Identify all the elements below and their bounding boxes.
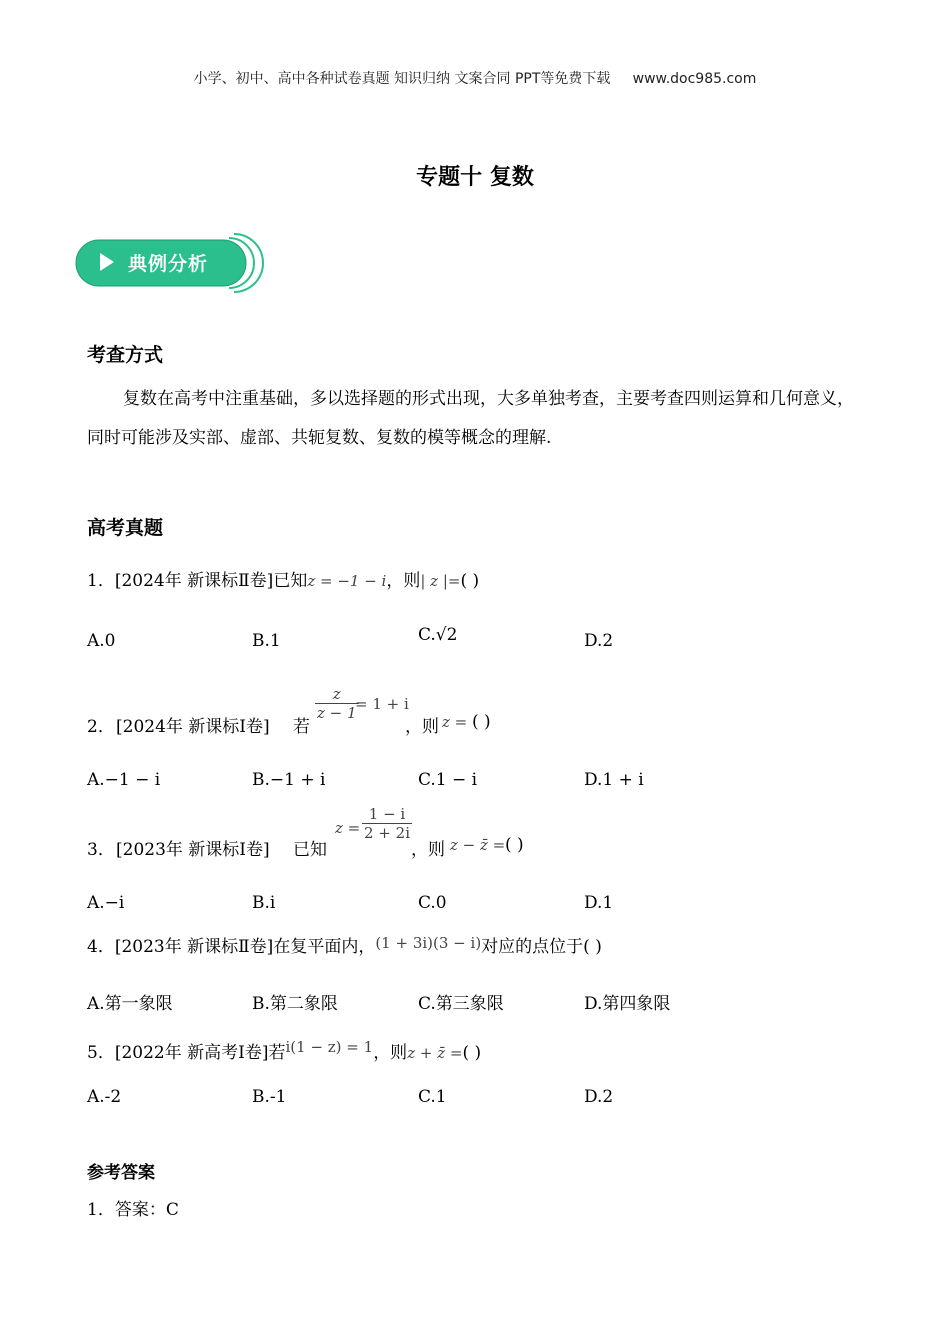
banner-label: 典例分析 xyxy=(128,253,209,275)
question-text: ，则 xyxy=(386,571,421,591)
math-expression: i(1 − z) = 1 xyxy=(285,1038,374,1056)
math-expression: = 1 + i xyxy=(355,695,409,713)
option-text: A.−1 − i xyxy=(87,770,161,790)
math-expression: z = −1 − i xyxy=(307,572,387,590)
question-text: 若 xyxy=(293,717,310,737)
option-c: C.第三象限 xyxy=(418,994,504,1014)
math-expression: (1 + 3i)(3 − i) xyxy=(375,934,482,952)
fraction-numerator: 1 − i xyxy=(368,805,406,823)
question-5 xyxy=(87,1038,481,1063)
option-d xyxy=(584,770,644,790)
math-expression: z = xyxy=(335,819,361,837)
option-a: A.−i xyxy=(87,893,125,913)
question-text: ，则 xyxy=(405,717,439,737)
math-expression: z = xyxy=(442,713,468,731)
option-b: B.i xyxy=(252,893,276,913)
question-number: 3． xyxy=(87,840,115,860)
option-a: A.0 xyxy=(87,631,116,651)
section-banner xyxy=(74,232,264,294)
question-1 xyxy=(87,566,479,591)
option-c: C.1 xyxy=(418,1087,447,1107)
section-paragraph: 复数在高考中注重基础，多以选择题的形式出现，大多单独考查，主要考查四则运算和几何意义，同时可能涉及实部、虚部、共轭复数、复数的模等概念的理解. xyxy=(87,389,854,448)
question-4 xyxy=(87,932,602,957)
answers-heading: 参考答案 xyxy=(87,1163,155,1183)
fraction-numerator: z xyxy=(332,685,341,703)
answer-blank: ( ) xyxy=(583,937,602,957)
fraction xyxy=(362,805,412,842)
question-text: 已知 xyxy=(273,571,308,591)
question-source: [2023年 新课标Ⅱ卷] xyxy=(114,937,274,957)
option-d: D.2 xyxy=(584,1087,614,1107)
option-a xyxy=(87,770,160,790)
option-text: B.−1 + i xyxy=(252,770,326,790)
math-expression: z + z̄ = xyxy=(407,1044,463,1062)
question-text: 在复平面内， xyxy=(273,937,376,957)
fraction-denominator: 2 + 2i xyxy=(364,824,410,842)
question-text: 对应的点位于 xyxy=(481,937,584,957)
section-heading-real-exams: 高考真题 xyxy=(87,517,164,539)
option-b: B.-1 xyxy=(252,1087,287,1107)
answer-blank: ( ) xyxy=(505,835,524,855)
section-heading-exam-style: 考查方式 xyxy=(87,344,164,366)
answer-blank: ( ) xyxy=(462,1043,482,1063)
answer-blank: ( ) xyxy=(472,712,491,732)
option-b: B.1 xyxy=(252,631,281,651)
option-b: B.第二象限 xyxy=(252,994,338,1014)
question-number: 2． xyxy=(87,717,115,737)
page-header: 小学、初中、高中各种试卷真题 知识归纳 文案合同 PPT等免费下载 www.doc985.com xyxy=(193,71,757,87)
math-expression: | z |= xyxy=(420,572,461,590)
option-c: C.0 xyxy=(418,893,447,913)
option-a: A.第一象限 xyxy=(87,994,173,1014)
question-text: 已知 xyxy=(293,840,327,860)
question-source: [2022年 新高考Ⅰ卷] xyxy=(114,1043,269,1063)
question-number: 5． xyxy=(87,1043,115,1063)
question-number: 1． xyxy=(87,571,115,591)
option-c xyxy=(418,770,477,790)
question-number: 4． xyxy=(87,937,115,957)
question-source: [2024年 新课标Ⅰ卷] xyxy=(116,717,270,737)
question-text: ，则 xyxy=(373,1043,408,1063)
option-d: D.第四象限 xyxy=(584,994,671,1014)
option-a: A.-2 xyxy=(87,1087,122,1107)
option-text: D.1 + i xyxy=(584,770,644,790)
option-c: C.√2 xyxy=(418,625,458,645)
question-source: [2023年 新课标Ⅰ卷] xyxy=(116,840,270,860)
answer-1: 1．答案：C xyxy=(87,1200,179,1220)
option-text: C.1 − i xyxy=(418,770,478,790)
option-d: D.1 xyxy=(584,893,614,913)
question-text: ，则 xyxy=(411,840,445,860)
option-d: D.2 xyxy=(584,631,614,651)
fraction xyxy=(315,685,359,722)
answer-blank: ( ) xyxy=(460,571,480,591)
math-expression: z − z̄ = xyxy=(450,836,506,854)
question-source: [2024年 新课标Ⅱ卷] xyxy=(114,571,274,591)
option-b xyxy=(252,770,325,790)
question-text: 若 xyxy=(268,1043,286,1063)
page-title: 专题十 复数 xyxy=(416,165,534,190)
fraction-denominator: z − 1 xyxy=(317,704,357,722)
